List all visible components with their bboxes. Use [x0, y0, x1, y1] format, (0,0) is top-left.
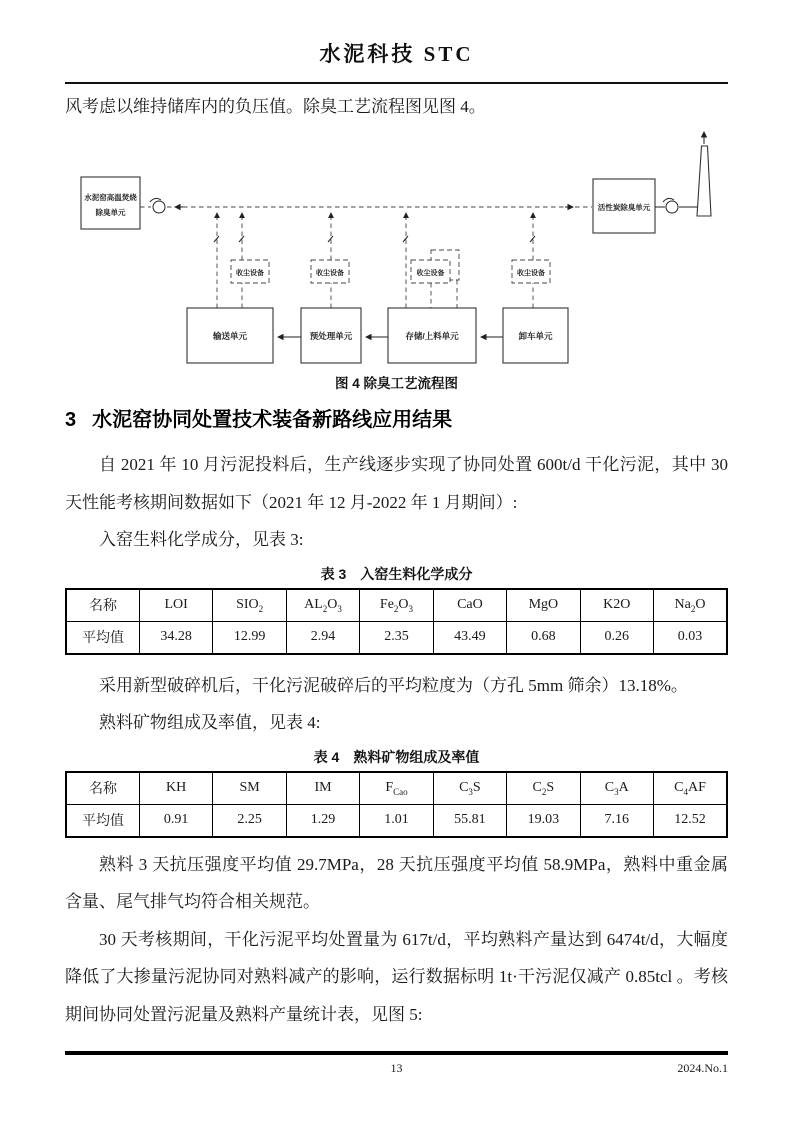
table4-value-cell: 1.29	[286, 804, 359, 837]
table3	[65, 588, 728, 655]
riser-tick	[239, 236, 244, 242]
fan-icon-left	[153, 201, 165, 213]
table4-header-cell: $C_3A$	[580, 772, 653, 805]
table4-header-cell: SM	[213, 772, 286, 805]
table3-value-cell: 12.99	[213, 621, 286, 654]
intro-paragraph: 风考虑以维持储库内的负压值。除臭工艺流程图见图 4。	[65, 97, 486, 116]
paragraph-p4: 熟料矿物组成及率值，见表 4:	[99, 713, 321, 732]
paragraph-p3: 采用新型破碎机后，干化污泥破碎后的平均粒度为（方孔 5mm 筛余）13.18%。	[99, 675, 688, 695]
page-content	[65, 0, 728, 1033]
table4-header-cell: $F_{Cao}$	[360, 772, 433, 805]
section3-title: 水泥窑协同处置技术装备新路线应用结果	[92, 409, 453, 431]
table3-value-cell: 0.26	[580, 621, 653, 654]
storage-unit-label: 存储/上料单元	[405, 331, 459, 341]
page-footer	[65, 1051, 728, 1076]
table4-value-row	[66, 804, 727, 837]
dust-collector-label: 收尘设备	[316, 270, 344, 277]
figure4-caption: 图 4 除臭工艺流程图	[334, 376, 458, 391]
fan-icon-right	[666, 201, 678, 213]
paragraph-p1: 自 2021 年 10 月污泥投料后，生产线逐步实现了协同处置 600t/d 干化污泥，其中 30 天性能考核期间数据如下（2021 年 12 月-2022 年 1 月期间）:	[65, 455, 728, 512]
table3-value-cell: 0.03	[654, 621, 728, 654]
table3-value-cell: 2.35	[360, 621, 433, 654]
table3-value-cell: 34.28	[139, 621, 212, 654]
table4-header-cell: $C_2S$	[507, 772, 580, 805]
table4-header-cell: $C_3S$	[433, 772, 506, 805]
dust-collector-label: 收尘设备	[416, 270, 445, 277]
table3-value-cell: 43.49	[433, 621, 506, 654]
table3-value-cell: 平均值	[66, 621, 139, 654]
table4-value-cell: 1.01	[360, 804, 433, 837]
table4-header-cell: KH	[139, 772, 212, 805]
table4-caption: 表 4 熟料矿物组成及率值	[313, 748, 480, 765]
deodorization-flow-diagram	[0, 121, 793, 374]
table4	[65, 771, 728, 838]
table3-header-cell: $Fe_2O_3$	[360, 589, 433, 622]
paragraph-p6: 30 天考核期间，干化污泥平均处置量为 617t/d，平均熟料产量达到 6474t/d，大幅度降低了大掺量污泥协同对熟料减产的影响，运行数据标明 1t·干污泥仅减产 0.85tcl 。考核期间协同处置污泥量及熟料产量统计表，见图 5:	[65, 929, 728, 1024]
table3-header-cell: $SIO_2$	[213, 589, 286, 622]
table4-header-row	[66, 772, 727, 805]
table4-header-cell: IM	[286, 772, 359, 805]
carbon-box-label: 活性炭除臭单元	[597, 203, 651, 212]
figure4-diagram	[65, 121, 728, 374]
table3-header-cell: $Na_2O$	[654, 589, 728, 622]
riser-tick	[403, 236, 408, 242]
table3-value-cell: 0.68	[507, 621, 580, 654]
table3-caption: 表 3 入窑生料化学成分	[320, 565, 473, 582]
table4-value-cell: 7.16	[580, 804, 653, 837]
table4-value-cell: 55.81	[433, 804, 506, 837]
riser-tick	[530, 236, 535, 242]
table3-header-cell: CaO	[433, 589, 506, 622]
table3-value-row	[66, 621, 727, 654]
kiln-box-label-line2: 除臭单元	[95, 208, 126, 217]
header-rule	[65, 82, 728, 84]
table3-header-cell: MgO	[507, 589, 580, 622]
table3-value-cell: 2.94	[286, 621, 359, 654]
table4-value-cell: 2.25	[213, 804, 286, 837]
table3-header-cell: $AL_2O_3$	[286, 589, 359, 622]
table4-value-cell: 12.52	[654, 804, 728, 837]
table4-header-cell: 名称	[66, 772, 139, 805]
riser-tick	[328, 236, 333, 242]
convey-unit-label: 输送单元	[212, 331, 248, 341]
table4-value-cell: 0.91	[139, 804, 212, 837]
footer-row	[65, 1060, 728, 1076]
dust-collector-label: 收尘设备	[517, 270, 545, 277]
table3-header-row	[66, 589, 727, 622]
kiln-box-label-line1: 水泥窑高温焚烧	[84, 193, 137, 202]
footer-page-number: 13	[390, 1061, 403, 1075]
section3-heading	[65, 406, 728, 434]
paragraph-p2: 入窑生料化学成分，见表 3:	[99, 530, 304, 549]
table3-header-cell: K2O	[580, 589, 653, 622]
journal-title: 水泥科技 STC	[319, 42, 474, 66]
table4-header-cell: $C_4AF$	[654, 772, 728, 805]
paragraph-p5: 熟料 3 天抗压强度平均值 29.7MPa，28 天抗压强度平均值 58.9MPa，熟料中重金属含量、尾气排气均符合相关规范。	[65, 854, 728, 911]
table4-value-cell: 19.03	[507, 804, 580, 837]
footer-rule	[65, 1051, 728, 1055]
table3-header-cell: LOI	[139, 589, 212, 622]
footer-issue: 2024.No.1	[677, 1061, 728, 1075]
unload-unit-label: 卸车单元	[518, 331, 553, 341]
table3-header-cell: 名称	[66, 589, 139, 622]
section3-number: 3	[65, 409, 77, 431]
chimney-icon	[697, 146, 711, 216]
kiln-deodorize-box	[81, 177, 140, 229]
table4-value-cell: 平均值	[66, 804, 139, 837]
pretreat-unit-label: 预处理单元	[309, 331, 353, 341]
dust-collector-label: 收尘设备	[236, 270, 264, 277]
riser-tick	[214, 236, 219, 242]
